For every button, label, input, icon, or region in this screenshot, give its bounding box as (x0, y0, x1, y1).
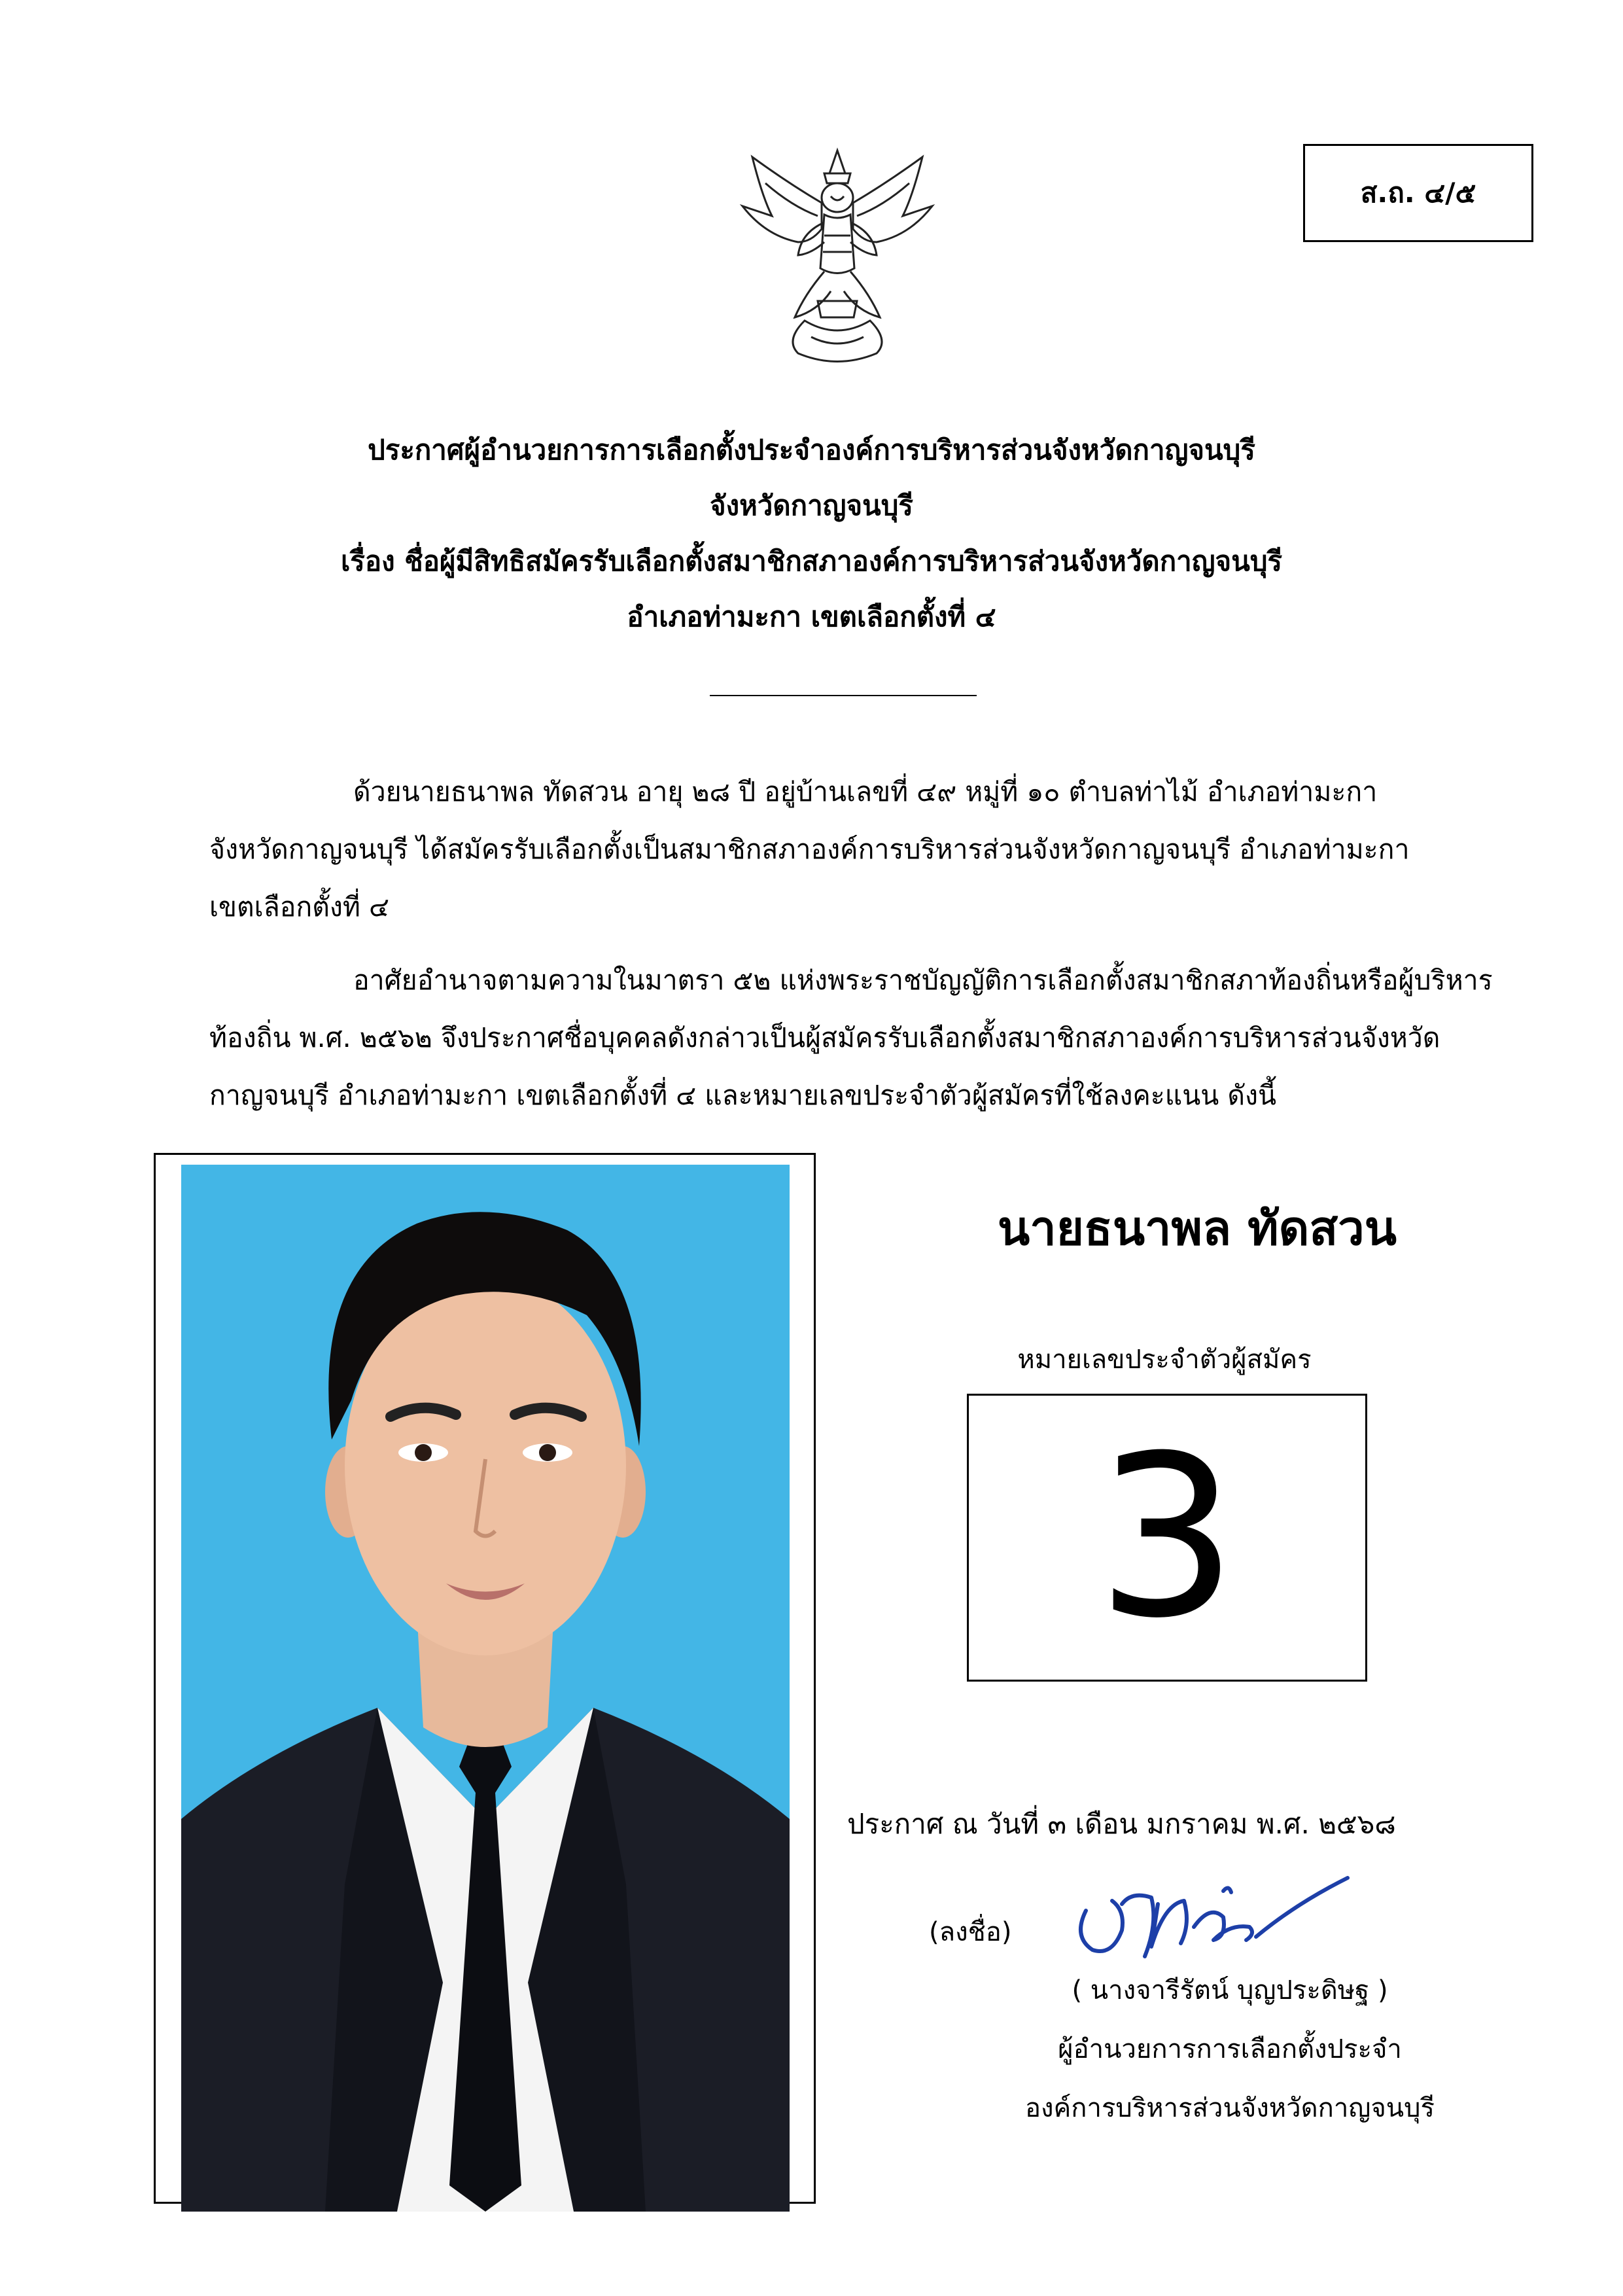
heading-line-3: เรื่อง ชื่อผู้มีสิทธิสมัครรับเลือกตั้งสมาชิกสภาองค์การบริหารส่วนจังหวัดกาญจนบุรี (340, 545, 1283, 577)
para2-line-2: ท้องถิ่น พ.ศ. ๒๕๖๒ จึงประกาศชื่อบุคคลดังกล่าวเป็นผู้สมัครรับเลือกตั้งสมาชิกสภาองค์การบริหารส่วนจังหวัด (209, 1022, 1440, 1053)
para2-line-1: อาศัยอำนาจตามความในมาตรา ๕๒ แห่งพระราชบัญญัติการเลือกตั้งสมาชิกสภาท้องถิ่นหรือผู้บริหาร (353, 964, 1493, 996)
sign-label: (ลงชื่อ) (929, 1917, 1012, 1947)
signer-title-line-1: ผู้อำนวยการการเลือกตั้งประจำ (1058, 2034, 1402, 2064)
candidate-number-caption: หมายเลขประจำตัวผู้สมัคร (1017, 1345, 1312, 1375)
para2-line-3: กาญจนบุรี อำเภอท่ามะกา เขตเลือกตั้งที่ ๔ และหมายเลขประจำตัวผู้สมัครที่ใช้ลงคะแนน ดังนี้ (209, 1080, 1276, 1111)
heading-line-4: อำเภอท่ามะกา เขตเลือกตั้งที่ ๔ (627, 601, 996, 633)
form-code: ส.ถ. ๔/๕ (1360, 177, 1476, 209)
signer-name: ( นางจารีรัตน์ บุญประดิษฐ ) (1072, 1975, 1388, 2005)
candidate-number-box (967, 1394, 1367, 1682)
signer-title-line-2: องค์การบริหารส่วนจังหวัดกาญจนบุรี (1024, 2093, 1435, 2123)
candidate-name: นายธนาพล ทัดสวน (998, 1201, 1397, 1256)
candidate-number: 3 (1096, 1408, 1238, 1667)
form-code-box (1303, 144, 1533, 242)
heading-line-1: ประกาศผู้อำนวยการการเลือกตั้งประจำองค์การบริหารส่วนจังหวัดกาญจนบุรี (368, 434, 1255, 466)
announcement-date: ประกาศ ณ วันที่ ๓ เดือน มกราคม พ.ศ. ๒๕๖๘ (847, 1808, 1396, 1840)
para1-line-2: จังหวัดกาญจนบุรี ได้สมัครรับเลือกตั้งเป็นสมาชิกสภาองค์การบริหารส่วนจังหวัดกาญจนบุรี อำเภอท่ามะกา (209, 834, 1410, 865)
para1-line-1: ด้วยนายธนาพล ทัดสวน อายุ ๒๘ ปี อยู่บ้านเลขที่ ๔๙ หมู่ที่ ๑๐ ตำบลท่าไม้ อำเภอท่ามะกา (353, 776, 1378, 807)
handwritten-signature-icon (1060, 1865, 1361, 1976)
para1-line-3: เขตเลือกตั้งที่ ๔ (209, 891, 389, 923)
heading-line-2: จังหวัดกาญจนบุรี (709, 489, 913, 521)
candidate-portrait-icon (181, 1165, 790, 2212)
garuda-emblem-icon (726, 144, 949, 373)
candidate-photo (181, 1165, 790, 2212)
heading-divider (710, 695, 977, 696)
